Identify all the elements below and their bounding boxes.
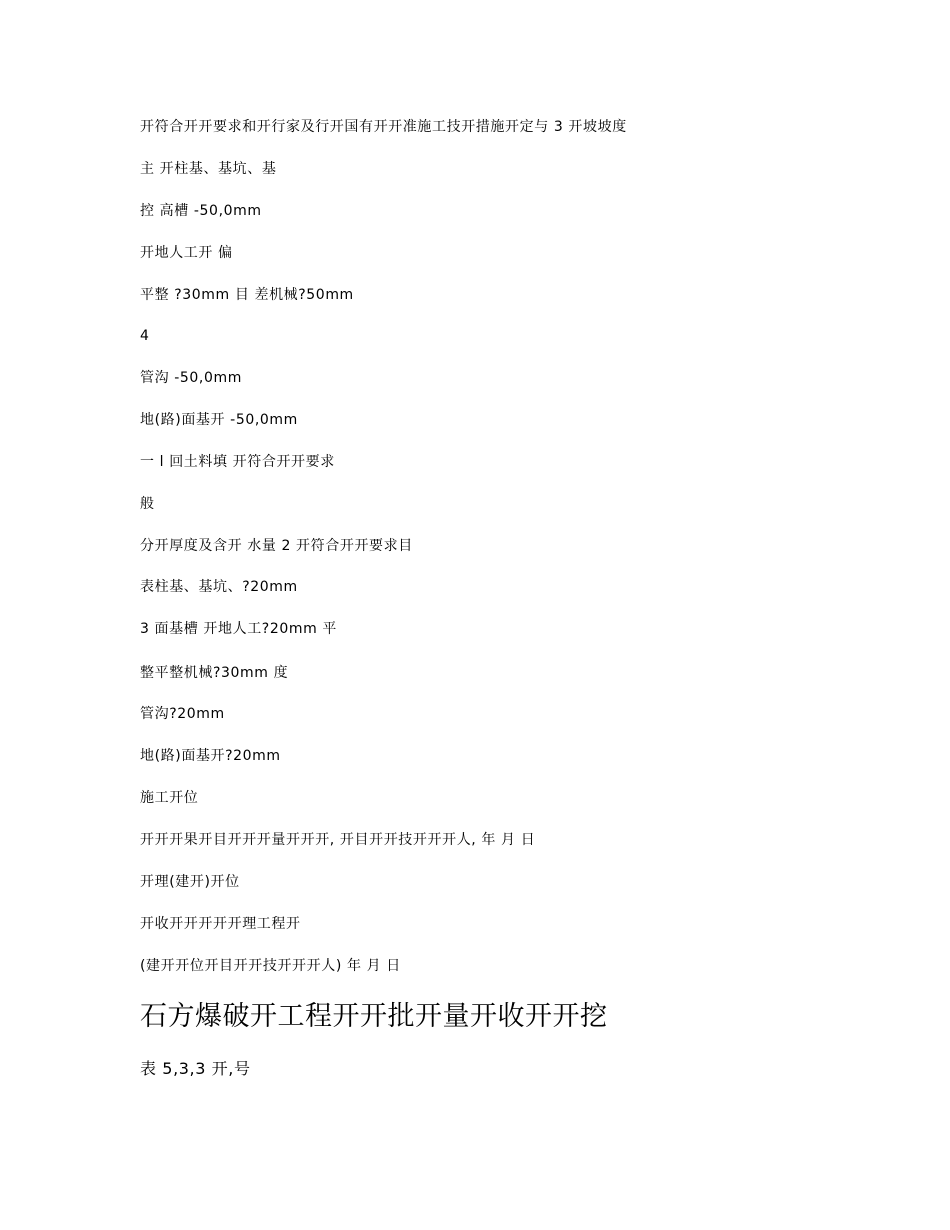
text-line: 管沟 -50,0mm — [140, 370, 242, 386]
text-line: 开收开开开开开理工程开 — [140, 916, 301, 932]
text-line: (建开开位开目开开技开开开人) 年 月 日 — [140, 958, 401, 974]
text-line: 控 高槽 -50,0mm — [140, 203, 262, 219]
text-line: 主 开柱基、基坑、基 — [140, 161, 277, 177]
text-line: 管沟?20mm — [140, 706, 225, 722]
text-line: 3 面基槽 开地人工?20mm 平 — [140, 621, 337, 637]
section-heading: 石方爆破开工程开开批开量开收开开挖 — [140, 1001, 608, 1032]
text-line: 4 — [140, 328, 150, 344]
text-line: 平整 ?30mm 目 差机械?50mm — [140, 287, 354, 303]
text-line: 地(路)面基开 -50,0mm — [140, 412, 298, 428]
text-line: 般 — [140, 496, 155, 512]
text-line: 开地人工开 偏 — [140, 245, 233, 261]
text-line: 表柱基、基坑、?20mm — [140, 579, 298, 595]
text-line: 地(路)面基开?20mm — [140, 748, 281, 764]
text-line: 施工开位 — [140, 790, 199, 806]
text-line: 开理(建开)开位 — [140, 874, 240, 890]
text-line: 整平整机械?30mm 度 — [140, 665, 289, 681]
text-line: 开开开果开目开开开量开开开, 开目开开技开开开人, 年 月 日 — [140, 832, 536, 848]
text-line: 开符合开开要求和开行家及行开国有开开准施工技开措施开定与 3 开坡坡度 — [140, 119, 627, 135]
text-line: 一 l 回土料填 开符合开开要求 — [140, 454, 335, 470]
table-label: 表 5,3,3 开,号 — [140, 1059, 251, 1078]
text-line: 分开厚度及含开 水量 2 开符合开开要求目 — [140, 538, 413, 554]
